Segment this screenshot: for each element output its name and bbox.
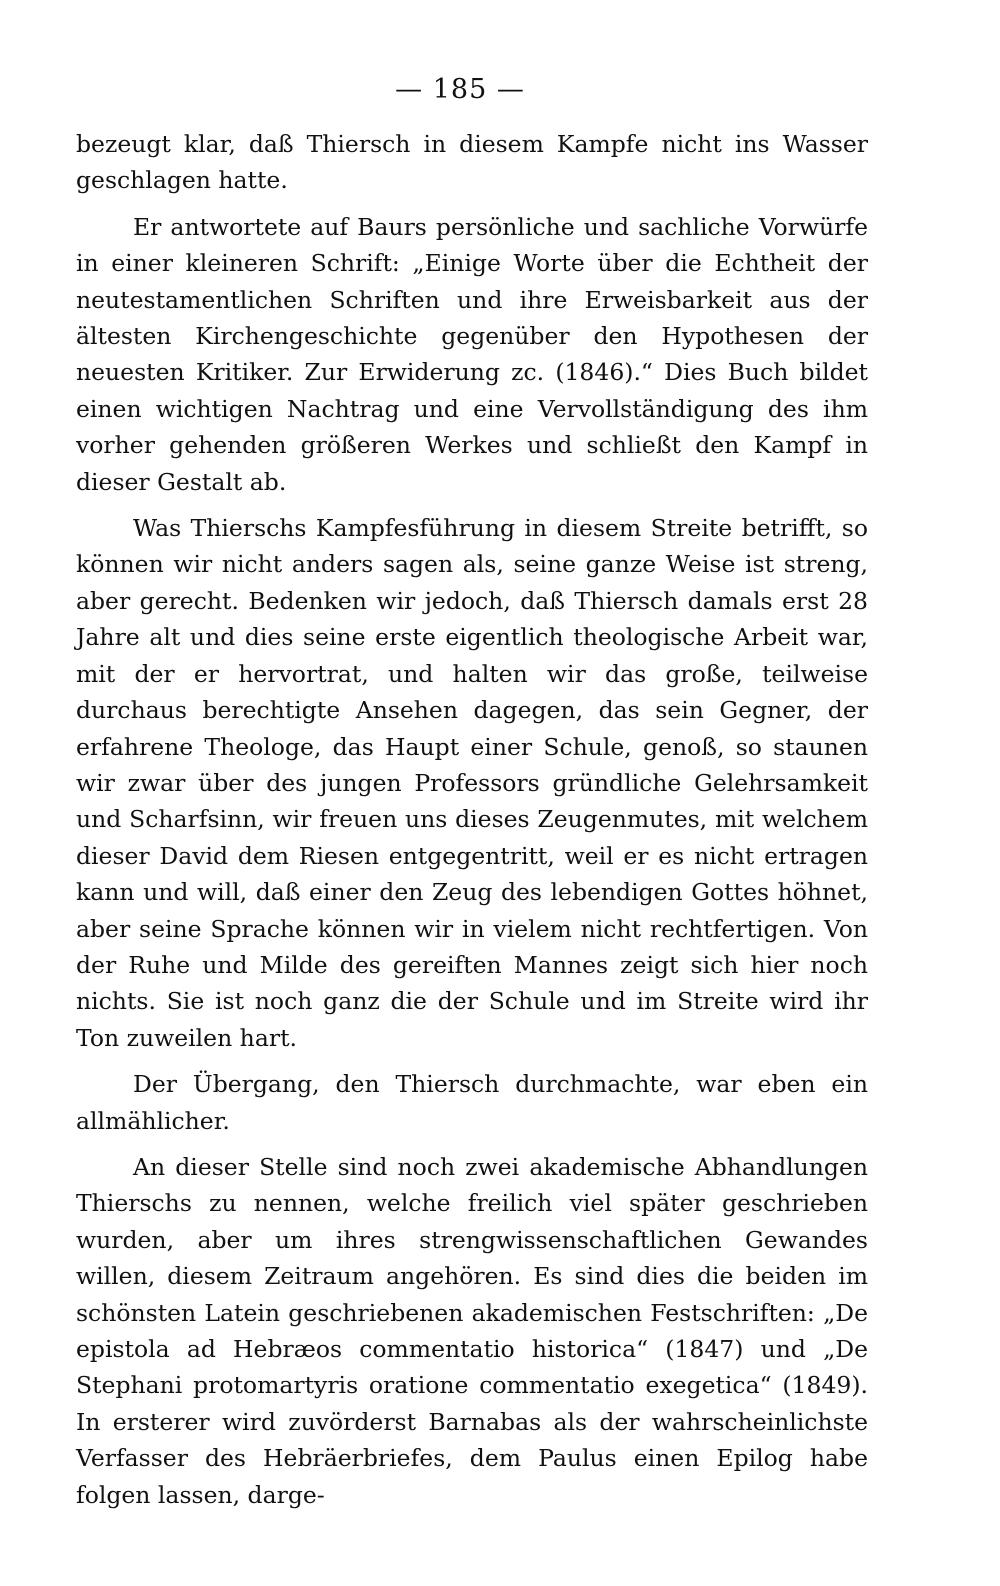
paragraph-2: Er antwortete auf Baurs persönliche und sachliche Vorwürfe in einer kleineren Schrift: „Einige Worte über die Echtheit der neutestamentlichen Schriften und ihre Erweisbarkeit aus der ältesten Kirchengeschichte gegenüber den Hypothesen der neuesten Kritiker. Zur Erwiderung zc. (1846).“ Dies Buch bildet einen wichtigen Nachtrag und eine Vervollständigung des ihm vorher gehenden größeren Werkes und schließt den Kampf in dieser Gestalt ab.	[76, 212, 868, 496]
text-block	[76, 126, 868, 1513]
paragraph-3: Was Thierschs Kampfesführung in diesem Streite betrifft, so können wir nicht anders sagen als, seine ganze Weise ist streng, aber gerecht. Bedenken wir jedoch, daß Thiersch damals erst 28 Jahre alt und dies seine erste eigentlich theologische Arbeit war, mit der er hervortrat, und halten wir das große, teilweise durchaus berechtigte Ansehen dagegen, das sein Gegner, der erfahrene Theologe, das Haupt einer Schule, genoß, so staunen wir zwar über des jungen Professors gründliche Gelehrsamkeit und Scharfsinn, wir freuen uns dieses Zeugenmutes, mit welchem dieser David dem Riesen entgegentritt, weil er es nicht ertragen kann und will, daß einer den Zeug des lebendigen Gottes höhnet, aber seine Sprache können wir in vielem nicht rechtfertigen. Von der Ruhe und Milde des gereiften Mannes zeigt sich hier noch nichts. Sie ist noch ganz die der Schule und im Streite wird ihr Ton zuweilen hart.	[76, 514, 868, 1052]
paragraph-5: An dieser Stelle sind noch zwei akademische Abhandlungen Thierschs zu nennen, welche freilich viel später geschrieben wurden, aber um ihres strengwissenschaftlichen Gewandes willen, diesem Zeitraum angehören. Es sind dies die beiden im schönsten Latein geschriebenen akademischen Festschriften: „De epistola ad Hebræos commentatio historica“ (1847) und „De Stephani protomartyris oratione commentatio exegetica“ (1849). In ersterer wird zuvörderst Barnabas als der wahrscheinlichste Verfasser des Hebräerbriefes, dem Paulus einen Epilog habe folgen lassen, darge-	[76, 1152, 868, 1509]
paragraph-4: Der Übergang, den Thiersch durchmachte, war eben ein allmählicher.	[76, 1070, 868, 1135]
paragraph-1: bezeugt klar, daß Thiersch in diesem Kampfe nicht ins Wasser geschlagen hatte.	[76, 130, 868, 195]
page-number: — 185 —	[395, 74, 525, 105]
